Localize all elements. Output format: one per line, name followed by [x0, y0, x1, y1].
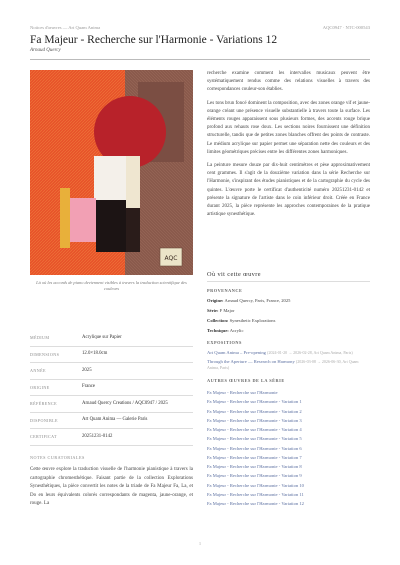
- description-column: [207, 70, 370, 224]
- exhibition-meta: (2026-03-08 → 2026-06-30, Art Quam Anima, Paris): [207, 359, 359, 370]
- provenance-technique: [207, 328, 243, 333]
- meta-row: [30, 413, 193, 430]
- dark-block: [126, 208, 140, 252]
- series-work-link[interactable]: Fa Majeur - Recherche sur l'Harmonie - Variation 7: [207, 454, 302, 460]
- breadcrumb[interactable]: Notices d'œuvres — Art Quam Anima: [30, 25, 101, 30]
- series-work-link[interactable]: Fa Majeur - Recherche sur l'Harmonie - Variation 11: [207, 491, 304, 497]
- description-paragraph: recherche examine comment les intervalles musicaux peuvent être systématiquement rendus comme des relations visuelles à travers des correspondances couleur-son établies.: [207, 71, 370, 93]
- exhibitions-heading: EXPOSITIONS: [207, 340, 242, 345]
- meta-value: Arnaud Quercy Creations / AQC0947 / 2025: [82, 400, 168, 406]
- exhibition-title[interactable]: Art Quam Anima – Pre-opening: [207, 350, 266, 355]
- series-work-link[interactable]: Fa Majeur - Recherche sur l'Harmonie - Variation 5: [207, 436, 302, 442]
- meta-key: DISPONIBLE: [30, 417, 58, 423]
- artwork-painting: [30, 70, 193, 275]
- exhibition-item: [207, 359, 370, 371]
- white-block: [94, 156, 126, 200]
- cream-block: [126, 156, 140, 208]
- series-work-link[interactable]: Fa Majeur - Recherche sur l'Harmonie - Variation 6: [207, 445, 302, 451]
- series-work-link[interactable]: Fa Majeur - Recherche sur l'Harmonie - Variation 12: [207, 501, 304, 506]
- series-works-heading: AUTRES ŒUVRES DE LA SÉRIE: [207, 378, 285, 383]
- kv-key: Collection:: [207, 318, 229, 323]
- description-paragraph: Les tons brun foncé dominent la composition, avec des zones orange vif et jaune-orange créant une présence visuelle substantielle à travers toute la surface. Les éléments rouges apparaissent sous plusieurs formes, des accents rouge brique profond aux rehauts rose doux. Les sections noires fournissent une définition structurelle, tandis que de petites zones blanches offrent des points de contraste. Le médium acrylique sur papier permet une séparation nette des couleurs et des limites géométriques précises entre les différentes zones harmoniques.: [207, 100, 371, 155]
- meta-value: 2025: [82, 367, 92, 373]
- series-work-link[interactable]: Fa Majeur - Recherche sur l'Harmonie - Variation 3: [207, 417, 302, 423]
- header-divider: [30, 59, 370, 60]
- kv-value: Synesthetic Explorations: [229, 318, 276, 323]
- provenance-origin: [207, 298, 290, 303]
- meta-row: [30, 380, 193, 397]
- meta-key: MÉDIUM: [30, 335, 50, 341]
- kv-value: Arnaud Quercy, Paris, France, 2025: [224, 298, 291, 303]
- meta-key: ORIGINE: [30, 384, 50, 390]
- yellow-strip: [60, 188, 70, 248]
- series-work-link[interactable]: Fa Majeur - Recherche sur l'Harmonie - Variation 9: [207, 473, 302, 479]
- black-block: [96, 200, 126, 252]
- provenance-series: [207, 308, 235, 313]
- series-works-list: [207, 388, 370, 508]
- where-heading: Où vit cette œuvre: [207, 271, 261, 278]
- reference-code: AQC0947 · NTC-000543: [322, 25, 370, 30]
- provenance-heading: PROVENANCE: [207, 288, 243, 293]
- kv-value: Acrylic: [229, 328, 244, 333]
- provenance-collection: [207, 318, 275, 323]
- meta-row: [30, 347, 193, 364]
- artwork-image: [30, 70, 193, 275]
- where-divider: [207, 281, 370, 282]
- artwork-caption: Là où les accords de piano deviennent visibles à travers la traduction scientifique des couleurs: [36, 280, 187, 291]
- page-number: 1: [198, 541, 202, 546]
- artist-monogram: AQC: [164, 255, 178, 262]
- meta-value: Acrylique sur Papier: [82, 334, 122, 340]
- notes-heading: NOTES CURATORIALES: [30, 455, 85, 460]
- meta-key: DIMENSIONS: [30, 351, 60, 357]
- exhibition-item: [207, 350, 370, 356]
- meta-key: RÉFÉRENCE: [30, 401, 58, 407]
- top-header: [30, 25, 370, 33]
- meta-key: ANNÉE: [30, 368, 46, 374]
- series-work-link[interactable]: Fa Majeur - Recherche sur l'Harmonie - Variation 2: [207, 408, 302, 414]
- series-work-link[interactable]: Fa Majeur - Recherche sur l'Harmonie - Variation 1: [207, 399, 302, 405]
- meta-value: 12.0×18.0cm: [82, 351, 108, 357]
- meta-value: France: [82, 384, 96, 390]
- exhibition-meta: (2024-01-20 → 2026-02-28, Art Quam Anima, Paris): [267, 350, 353, 355]
- meta-row: [30, 330, 193, 347]
- kv-key: Série:: [207, 308, 219, 313]
- exhibition-title[interactable]: Through the Aperture — Research on Harmony: [207, 359, 295, 364]
- series-work-link[interactable]: Fa Majeur - Recherche sur l'Harmonie - Variation 4: [207, 427, 302, 432]
- meta-value: Art Quam Anima — Galerie Paris: [82, 417, 148, 423]
- kv-key: Technique:: [207, 328, 229, 333]
- meta-row: [30, 363, 193, 380]
- metadata-table: [30, 330, 193, 446]
- notes-body: Cette œuvre explore la traduction visuelle de l'harmonie pianistique à travers la cartographie chromesthétique. Faisant partie de la collection Explorations Synesthétiques, la pièce convertit les notes de la triade de Fa Majeur Fa, La, et Do en leurs équivalents colorés correspondants de magenta, jaune-orange, et rouge. La: [30, 467, 193, 506]
- series-work-link[interactable]: Fa Majeur - Recherche sur l'Harmonie - Variation 10: [207, 482, 304, 488]
- kv-value: F Major: [219, 308, 235, 313]
- meta-value: 20251231-0142: [82, 433, 113, 439]
- meta-row: [30, 396, 193, 413]
- series-work-link[interactable]: Fa Majeur - Recherche sur l'Harmonie: [207, 390, 278, 395]
- pink-block: [70, 198, 96, 242]
- meta-row: [30, 429, 193, 446]
- meta-key: CERTIFICAT: [30, 434, 57, 440]
- description-paragraph: La peinture mesure douze par dix-huit centimètres et pèse approximativement cent grammes. Il s'agit de la douzième variation dans la série Recherche sur l'Harmonie, s'inspirant des études pianistiques et de la cartographie du cycle des quintes. L'œuvre porte le certificat d'authenticité numéro 20251231-0142 et présente la signature de l'artiste dans le coin inférieur droit. Créée en France durant 2025, la pièce représente les approches contemporaines de la pratique artistique synesthétique.: [207, 163, 370, 218]
- series-work-link[interactable]: Fa Majeur - Recherche sur l'Harmonie - Variation 8: [207, 464, 302, 469]
- page-title: Fa Majeur - Recherche sur l'Harmonie - Variations 12: [30, 34, 278, 46]
- kv-key: Origine:: [207, 298, 224, 303]
- artist-name: Arnaud Quercy: [30, 48, 61, 53]
